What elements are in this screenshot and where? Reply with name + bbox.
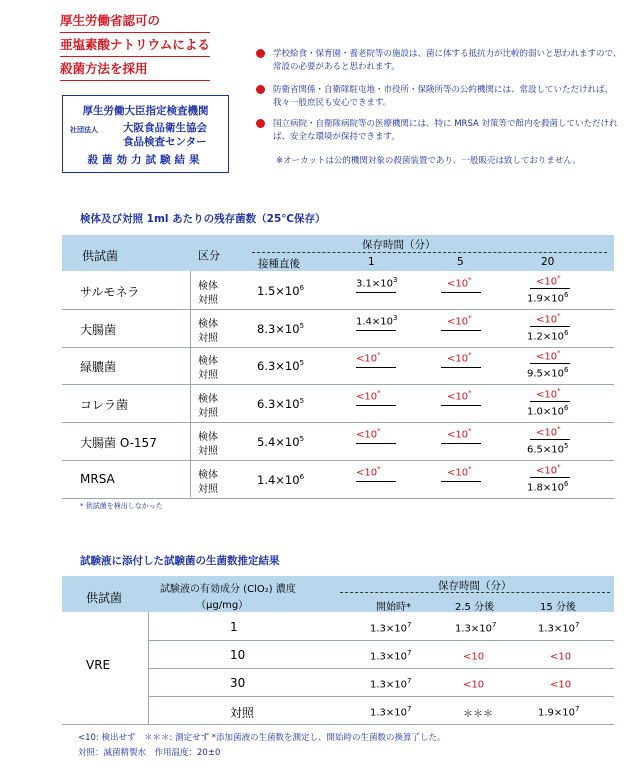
table2-2_5min-count: ＊＊＊ <box>463 709 493 720</box>
table2-concentration: 10 <box>230 648 246 662</box>
table1-20min-control: $6.5\times 10^5$ <box>527 442 569 456</box>
table1-footnote: * 供試菌を検出しなかった <box>80 502 163 510</box>
table1-5min-count: <10* <box>447 351 472 365</box>
bullet-text: 防衛省関係・自衛隊駐屯地・市役所・保険所等の公約機関には、常設していただければ、我々一般庶民も安心できます。 <box>273 85 614 108</box>
table1-1min-count: $1.4\times 10^3$ <box>356 314 398 328</box>
table1-20min-control: $1.0\times 10^6$ <box>527 404 569 418</box>
table1-col-class: 区分 <box>198 249 220 262</box>
table2-footnote-1: <10: 検出せず ＊＊＊: 測定せず *添加菌液の生菌数を測定し、開始時の生菌数の換算了した。 <box>78 733 446 743</box>
table1-row-rule <box>62 384 614 385</box>
table1-initial-count: $5.4\times 10^5$ <box>257 435 305 449</box>
table1-1min-dash <box>356 292 396 293</box>
table1-5min-dash <box>441 367 481 368</box>
table1-5min-dash <box>441 405 481 406</box>
table1-label-sample: 検体 <box>198 470 218 481</box>
table1-20min-sample: <10* <box>536 312 561 326</box>
table2-header <box>62 576 614 612</box>
table2-15min-count: <10 <box>550 651 572 663</box>
table1-1min-dash <box>356 330 396 331</box>
table1-label-sample: 検体 <box>198 319 218 330</box>
table1-20min-sample: <10* <box>536 387 561 401</box>
cert-line-2: 大阪食品衛生協会 <box>123 122 207 134</box>
table1-20min-sample: <10* <box>536 349 561 363</box>
table2-time-divider <box>340 592 610 593</box>
table1-initial-count: $1.4\times 10^6$ <box>257 473 305 487</box>
table1-species-name: サルモネラ <box>80 285 140 299</box>
table2-row-rule <box>148 696 614 697</box>
table1-row-rule <box>62 309 614 310</box>
note-top: ※オーカットは公的機関対象の殺菌装置であり、一般販売は致しておりません。 <box>276 156 581 166</box>
table1-5min-dash <box>441 443 481 444</box>
table1-20min-control: $9.5\times 10^6$ <box>527 366 569 380</box>
table1-time-0: 接種直後 <box>258 258 300 270</box>
table1-initial-count: $6.3\times 10^5$ <box>257 359 305 373</box>
table1-label-control: 対照 <box>198 484 218 495</box>
table1-5min-count: <10* <box>447 314 472 328</box>
table2-row-rule <box>148 668 614 669</box>
table1-initial-count: $6.3\times 10^5$ <box>257 397 305 411</box>
table1-20min-control: $1.2\times 10^6$ <box>527 329 569 343</box>
bullet-1 <box>256 48 626 74</box>
table1-row-rule <box>62 422 614 423</box>
table2-start-count: $1.3\times 10^7$ <box>370 705 412 719</box>
table2-15min-count: $1.3\times 10^7$ <box>538 621 580 635</box>
table1-20min-sample: <10* <box>536 425 561 439</box>
table1-20min-control: $1.8\times 10^6$ <box>527 480 569 494</box>
table2-bottom-rule <box>62 724 614 725</box>
cert-line-1: 厚生労働大臣指定検査機関 <box>82 105 209 117</box>
table1-row-rule <box>62 498 614 499</box>
table1-1min-dash <box>356 481 396 482</box>
table1-species-name: MRSA <box>80 472 115 486</box>
table2-2_5min-count: <10 <box>463 651 485 663</box>
table2-col-conc: 試験液の有効成分 (ClO₂) 濃度 <box>160 584 296 595</box>
table1-5min-count: <10* <box>447 389 472 403</box>
bullet-text: 国立病院・自衛隊病院等の医療機関には、特に MRSA 対策等で館内を殺菌していただければ、安全な環境が保持できます。 <box>273 119 618 142</box>
table2-concentration: 対照 <box>230 706 255 720</box>
table1-5min-dash <box>441 481 481 482</box>
table1-1min-count: <10* <box>356 465 381 479</box>
heading-line-1: 厚生労働省認可の <box>60 12 210 33</box>
table2-time-0: 開始時* <box>376 602 411 613</box>
bullet-3 <box>256 118 626 144</box>
table1-20min-control: $1.9\times 10^6$ <box>527 291 569 305</box>
table1-5min-count: <10* <box>447 465 472 479</box>
table2-title: 試験液に添付した試験菌の生菌数推定結果 <box>80 555 280 567</box>
table1-20min-dash <box>530 363 570 364</box>
table1-initial-count: $1.5\times 10^6$ <box>257 284 305 298</box>
table2-start-count: $1.3\times 10^7$ <box>370 649 412 663</box>
table1-initial-count: $8.3\times 10^5$ <box>257 322 305 336</box>
table1-20min-dash <box>530 401 570 402</box>
table1-label-control: 対照 <box>198 370 218 381</box>
table2-concentration: 1 <box>230 620 238 634</box>
table2-col-conc-unit: （μg/mg） <box>196 600 249 611</box>
table2-concentration: 30 <box>230 676 246 690</box>
table1-label-sample: 検体 <box>198 356 218 367</box>
table1-label-control: 対照 <box>198 446 218 457</box>
heading-line-3: 殺菌方法を採用 <box>60 60 210 81</box>
table1-title: 検体及び対照 1ml あたりの残存菌数（25℃保存） <box>80 213 326 225</box>
cert-line-4: 殺菌効力試験結果 <box>87 154 204 166</box>
table1-1min-count: $3.1\times 10^3$ <box>356 276 398 290</box>
table1-col-species: 供試菌 <box>82 249 119 263</box>
table2-row-rule <box>148 640 614 641</box>
table1-1min-count: <10* <box>356 389 381 403</box>
table1-label-sample: 検体 <box>198 432 218 443</box>
cert-line-3: 食品検査センター <box>123 136 207 148</box>
table1-1min-dash <box>356 367 396 368</box>
table2-time-1: 2.5 分後 <box>455 602 495 613</box>
table2-2_5min-count: <10 <box>463 679 485 691</box>
table1-label-sample: 検体 <box>198 394 218 405</box>
table1-20min-dash <box>530 477 570 478</box>
table1-20min-dash <box>530 439 570 440</box>
table2-col-species: 供試菌 <box>86 591 123 605</box>
table1-20min-sample: <10* <box>536 463 561 477</box>
table1-time-1: 1 <box>368 256 375 268</box>
table1-species-name: 大腸菌 O-157 <box>80 436 157 450</box>
table2-footnote-2: 対照：滅菌精製水 作用温度：20±0 <box>78 748 221 758</box>
table1-time-divider <box>252 252 607 253</box>
table1-1min-count: <10* <box>356 427 381 441</box>
table1-species-name: 緑膿菌 <box>80 360 117 374</box>
table1-1min-count: <10* <box>356 351 381 365</box>
table1-5min-dash <box>441 330 481 331</box>
table1-time-2: 5 <box>457 256 464 268</box>
table1-20min-dash <box>530 326 570 327</box>
table1-1min-dash <box>356 443 396 444</box>
bullet-2 <box>256 84 626 110</box>
table2-15min-count: $1.9\times 10^7$ <box>538 705 580 719</box>
table1-label-control: 対照 <box>198 408 218 419</box>
table1-time-3: 20 <box>541 256 555 268</box>
heading-line-2: 亜塩素酸ナトリウムによる <box>60 36 210 57</box>
table1-row-rule <box>62 347 614 348</box>
table2-col-time: 保存時間（分） <box>438 580 512 592</box>
table1-label-control: 対照 <box>198 333 218 344</box>
table1-5min-count: <10* <box>447 427 472 441</box>
table1-col-time: 保存時間（分） <box>362 239 436 251</box>
certificate-box <box>62 95 229 173</box>
table2-time-2: 15 分後 <box>540 602 576 613</box>
table2-start-count: $1.3\times 10^7$ <box>370 677 412 691</box>
bullet-text: 学校給食・保育園・養老院等の施設は、菌に体する抵抗力が比較的弱いと思われますので、常設の必要があると思われます。 <box>273 49 622 72</box>
bullet-dot-icon <box>256 119 265 128</box>
table2-start-count: $1.3\times 10^7$ <box>370 621 412 635</box>
table1-label-control: 対照 <box>198 295 218 306</box>
table2-species: VRE <box>86 658 111 672</box>
bullet-dot-icon <box>256 49 265 58</box>
table2-2_5min-count: $1.3\times 10^7$ <box>455 621 497 635</box>
table1-1min-dash <box>356 405 396 406</box>
table1-5min-dash <box>441 292 481 293</box>
bullet-dot-icon <box>256 85 265 94</box>
table1-label-sample: 検体 <box>198 281 218 292</box>
table1-20min-sample: <10* <box>536 274 561 288</box>
table2-15min-count: <10 <box>550 679 572 691</box>
cert-corp: 社団法人 <box>70 126 98 134</box>
table1-20min-dash <box>530 288 570 289</box>
table1-5min-count: <10* <box>447 276 472 290</box>
table1-species-name: 大腸菌 <box>80 323 117 337</box>
table1-species-name: コレラ菌 <box>80 398 129 412</box>
table1-row-rule <box>62 460 614 461</box>
table1-header <box>62 235 614 271</box>
